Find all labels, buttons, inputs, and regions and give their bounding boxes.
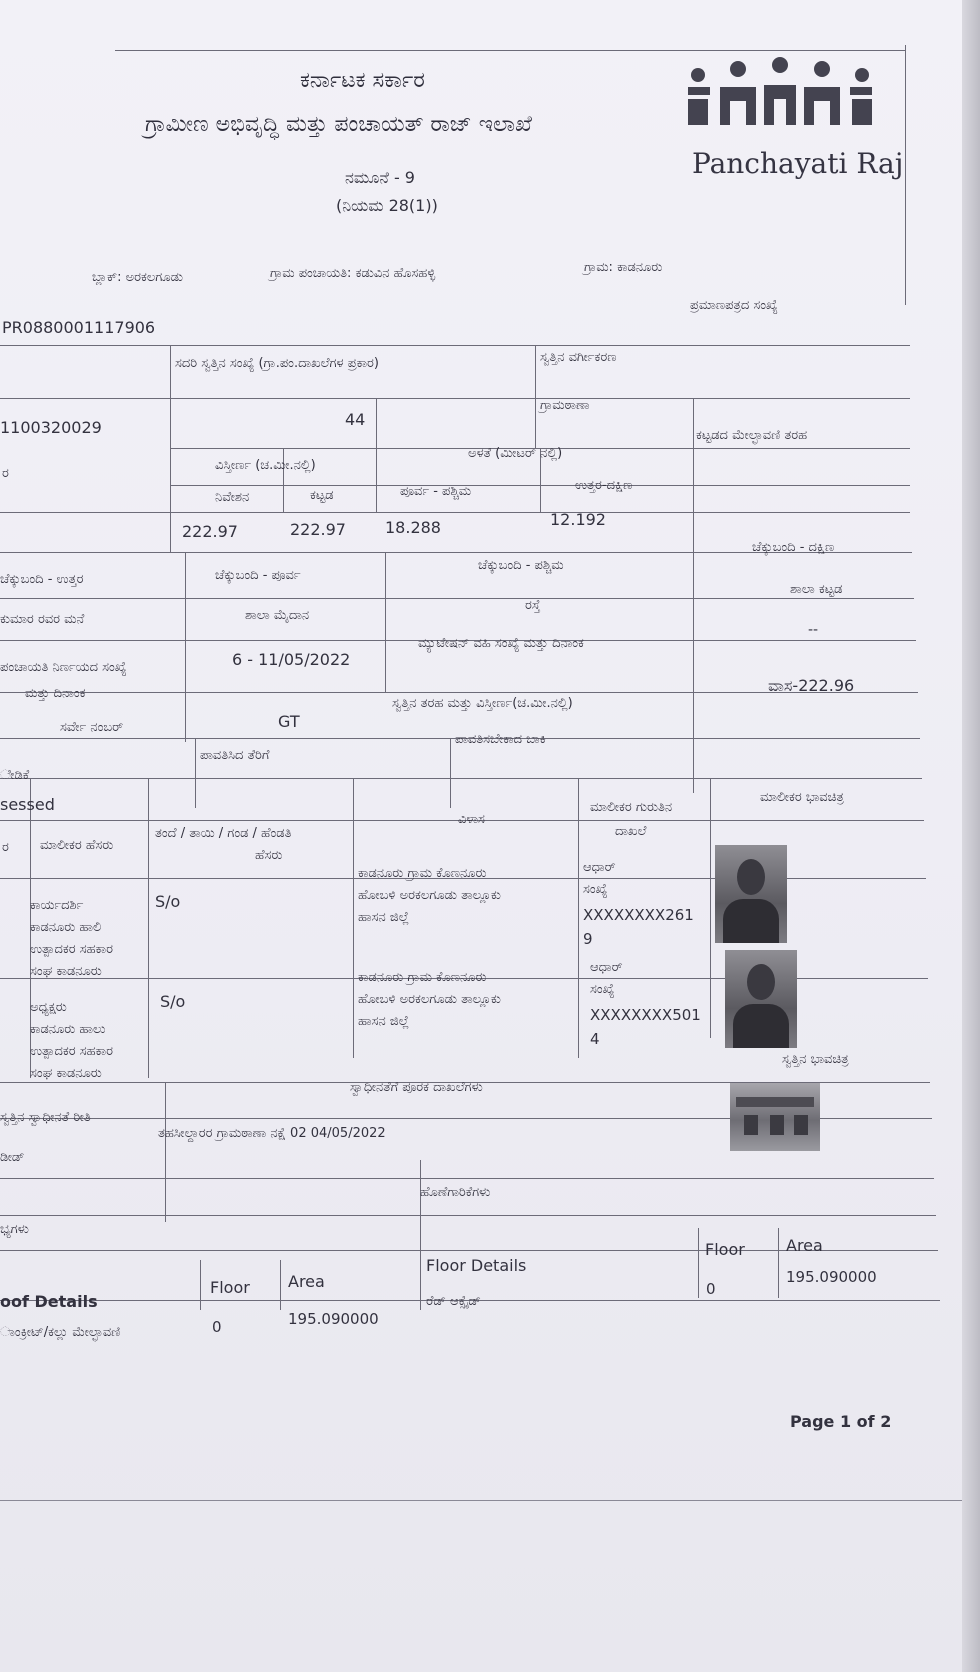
deed-label: ಡೀಡ್: [0, 1150, 25, 1165]
owner-2-photo: [725, 950, 797, 1048]
demand-label: ೇಡಿಕೆ: [0, 768, 30, 783]
owner-2-id-1: ಆಧಾರ್: [590, 960, 623, 975]
property-id: 1100320029: [0, 418, 102, 437]
owner-2-name-2: ಕಾಡನೂರು ಹಾಲು: [30, 1022, 106, 1037]
owner-col-id-1: ಮಾಲೀಕರ ಗುರುತಿನ: [590, 800, 673, 815]
resolution-value: 6 - 11/05/2022: [232, 650, 351, 669]
header-rule: [115, 50, 905, 51]
mutation-value: --: [808, 622, 819, 638]
form-number: ನಮೂನೆ - 9: [345, 168, 415, 187]
grid-line: [0, 1178, 934, 1179]
owner-1-id-2: ಸಂಖ್ಯೆ: [583, 882, 608, 897]
grid-vline: [200, 1260, 201, 1310]
mutation-label: ಮ್ಯುಟೇಷನ್ ವಹಿ ಸಂಖ್ಯೆ ಮತ್ತು ದಿನಾಂಕ: [418, 636, 584, 651]
grid-vline: [578, 778, 579, 1058]
type-area-value: ವಾಸ-222.96: [768, 676, 855, 695]
assessed-label: sessed: [0, 795, 55, 814]
grid-line: [0, 512, 910, 513]
block-label: ಬ್ಲಾಕ್: ಅರಕಲಗೂಡು: [92, 270, 184, 285]
ownership-mode-label: ಸ್ವತ್ತಿನ ಸ್ವಾಧೀನತೆ ರೀತಿ: [0, 1110, 91, 1125]
owner-2-address-1: ಕಾಡನೂರು ಗ್ರಾಮ ಕೊಣನೂರು: [358, 970, 487, 985]
measure-label: ಅಳತೆ (ಮೀಟರ್ ನಲ್ಲಿ): [468, 446, 563, 461]
roof-type: ಾಂಕ್ರೀಟ್/ಕಲ್ಲು ಮೇಲ್ಛಾವಣಿ: [0, 1325, 121, 1340]
logo-text: Panchayati Raj: [692, 147, 904, 180]
grid-vline: [450, 738, 451, 808]
owner-col-name: ಮಾಲೀಕರ ಹೆಸರು: [40, 838, 114, 853]
east-boundary-value: ಶಾಲಾ ಮೈದಾನ: [245, 608, 310, 623]
grid-vline: [385, 552, 386, 692]
gov-title: ಕರ್ನಾಟಕ ಸರ್ಕಾರ: [300, 68, 425, 93]
right-rule: [905, 45, 906, 305]
grid-line: [0, 778, 922, 779]
supporting-docs-value: ತಹಸೀಲ್ದಾರರ ಗ್ರಾಮಠಾಣಾ ನಕ್ಷೆ 02 04/05/2022: [158, 1126, 386, 1141]
grid-vline: [185, 552, 186, 742]
grid-vline: [170, 345, 171, 552]
owner-1-address-2: ಹೋಬಳಿ ಅರಕಲಗೂಡು ತಾಲ್ಲೂಕು: [358, 888, 501, 903]
survey-value: GT: [278, 712, 300, 731]
east-boundary-label: ಚೆಕ್ಕುಬಂದಿ - ಪೂರ್ವ: [215, 568, 301, 583]
certificate-number: PR0880001117906: [2, 318, 156, 337]
resolution-label-2: ಮತ್ತು ದಿನಾಂಕ: [25, 686, 86, 701]
grid-vline: [195, 738, 196, 808]
east-west-value: 18.288: [385, 518, 441, 537]
north-south-value: 12.192: [550, 510, 606, 529]
classification-label: ಸ್ವತ್ತಿನ ವರ್ಗೀಕರಣ: [540, 350, 617, 365]
site-area-value: 222.97: [182, 522, 238, 541]
owner-col-relation-2: ಹೆಸರು: [255, 848, 283, 863]
page-number: Page 1 of 2: [790, 1412, 892, 1431]
owner-1-photo: [715, 845, 787, 943]
owner-2-name-3: ಉತ್ಪಾದಕರ ಸಹಕಾರ: [30, 1044, 114, 1059]
grid-vline: [420, 1160, 421, 1310]
building-type-label: ಕಟ್ಟಡದ ಮೇಲ್ಛಾವಣಿ ತರಹ: [696, 428, 808, 443]
owner-col-address: ವಿಳಾಸ: [458, 812, 485, 827]
west-boundary-value: ರಸ್ತೆ: [525, 598, 541, 613]
owner-1-name-2: ಕಾಡನೂರು ಹಾಲಿ: [30, 920, 102, 935]
property-number: 44: [345, 410, 366, 429]
owner-1-address-3: ಹಾಸನ ಜಿಲ್ಲೆ: [358, 910, 410, 925]
grid-vline: [778, 1228, 779, 1298]
property-number-label: ಸದರಿ ಸ್ವತ್ತಿನ ಸಂಖ್ಯೆ (ಗ್ರಾ.ಪಂ.ದಾಖಲೆಗಳ ಪ್ರಕಾರ): [175, 356, 379, 371]
liabilities-label: ಹೊಣೆಗಾರಿಕೆಗಳು: [420, 1185, 491, 1200]
floor-details-floor-value: 0: [706, 1280, 716, 1298]
floor-details-area-col: Area: [786, 1236, 823, 1255]
owner-col-photo: ಮಾಲೀಕರ ಭಾವಚಿತ್ರ: [760, 790, 844, 805]
property-photo: [730, 1083, 820, 1151]
liabilities-left-label: ಭ್ಯಗಳು: [0, 1222, 29, 1237]
footer-rule: [0, 1500, 962, 1501]
owner-col-id-2: ದಾಖಲೆ: [615, 824, 647, 839]
owner-2-id-2: ಸಂಖ್ಯೆ: [590, 982, 615, 997]
owner-1-id-4: 9: [583, 930, 593, 948]
owner-2-address-2: ಹೋಬಳಿ ಅರಕಲಗೂಡು ತಾಲ್ಲೂಕು: [358, 992, 501, 1007]
owner-1-relation: S/o: [155, 892, 181, 911]
roof-details-label: oof Details: [0, 1292, 98, 1311]
grid-vline: [376, 398, 377, 512]
owner-2-id-3: XXXXXXXX501: [590, 1006, 701, 1024]
grid-vline: [693, 398, 694, 793]
supporting-docs-label: ಸ್ವಾಧೀನತೆಗೆ ಪೂರಕ ದಾಖಲೆಗಳು: [350, 1080, 483, 1095]
north-south-label: ಉತ್ತರ-ದಕ್ಷಿಣ: [575, 478, 633, 493]
type-area-label: ಸ್ವತ್ತಿನ ತರಹ ಮತ್ತು ವಿಸ್ತೀರ್ಣ(ಚ.ಮೀ.ನಲ್ಲಿ): [392, 696, 573, 711]
panchayati-raj-logo: [680, 55, 904, 195]
south-boundary-label: ಚೆಕ್ಕುಬಂದಿ - ದಕ್ಷಿಣ: [752, 540, 835, 555]
grid-vline: [698, 1228, 699, 1298]
east-west-label: ಪೂರ್ವ - ಪಶ್ಚಿಮ: [400, 484, 472, 499]
owner-col-relation-1: ತಂದೆ / ತಾಯಿ / ಗಂಡ / ಹೆಂಡತಿ: [155, 826, 292, 841]
resolution-label-1: ಪಂಚಾಯತಿ ನಿರ್ಣಯದ ಸಂಖ್ಯೆ: [0, 660, 127, 675]
village-label: ಗ್ರಾಮ: ಕಾಡನೂರು: [584, 260, 663, 275]
floor-details-floor-col: Floor: [705, 1240, 745, 1259]
owner-2-relation: S/o: [160, 992, 186, 1011]
gram-panchayat-label: ಗ್ರಾಮ ಪಂಚಾಯತಿ: ಕಡುವಿನ ಹೊಸಹಳ್ಳಿ: [270, 266, 436, 281]
owner-2-id-4: 4: [590, 1030, 600, 1048]
north-boundary-label: ಚೆಕ್ಕುಬಂದಿ - ಉತ್ತರ: [0, 572, 84, 587]
property-photo-label: ಸ್ವತ್ತಿನ ಭಾವಚಿತ್ರ: [782, 1052, 849, 1067]
row-label-r: ರ: [2, 466, 9, 481]
owner-1-name-4: ಸಂಘ ಕಾಡನೂರು: [30, 964, 102, 979]
roof-floor-col: Floor: [210, 1278, 250, 1297]
grid-line: [0, 1215, 936, 1216]
grid-vline: [280, 1260, 281, 1310]
tax-due-label: ಪಾವತಿಸಬೇಕಾದ ಬಾಕಿ: [455, 732, 546, 747]
owner-1-id-3: XXXXXXXX261: [583, 906, 694, 924]
grid-vline: [710, 778, 711, 1038]
owner-col-sl: ರ: [2, 840, 9, 855]
south-boundary-value: ಶಾಲಾ ಕಟ್ಟಡ: [790, 582, 843, 597]
roof-area-value: 195.090000: [288, 1310, 379, 1328]
grid-vline: [148, 778, 149, 1078]
rule-number: (ನಿಯಮ 28(1)): [336, 196, 438, 215]
certificate-label: ಪ್ರಮಾಣಪತ್ರದ ಸಂಖ್ಯೆ: [690, 298, 778, 313]
classification-value: ಗ್ರಾಮಠಾಣಾ: [540, 398, 590, 413]
area-label: ವಿಸ್ತೀರ್ಣ (ಚ.ಮೀ.ನಲ್ಲಿ): [215, 458, 316, 473]
owner-1-address-1: ಕಾಡನೂರು ಗ್ರಾಮ ಕೊಣನೂರು: [358, 866, 487, 881]
grid-vline: [165, 1082, 166, 1222]
owner-1-name-3: ಉತ್ಪಾದಕರ ಸಹಕಾರ: [30, 942, 114, 957]
grid-line: [0, 398, 910, 399]
floor-details-area-value: 195.090000: [786, 1268, 877, 1286]
survey-label: ಸರ್ವೇ ನಂಬರ್: [60, 720, 124, 735]
owner-2-name-4: ಸಂಘ ಕಾಡನೂರು: [30, 1066, 102, 1081]
floor-details-type: ರೆಡ್ ಆಕ್ಸೈಡ್: [426, 1294, 481, 1309]
owner-2-name-1: ಅಧ್ಯಕ್ಷರು: [30, 1000, 67, 1015]
grid-vline: [353, 778, 354, 1058]
owner-2-address-3: ಹಾಸನ ಜಿಲ್ಲೆ: [358, 1014, 410, 1029]
owner-1-name-1: ಕಾರ್ಯದರ್ಶಿ: [30, 898, 84, 913]
owner-1-id-1: ಆಧಾರ್: [583, 860, 616, 875]
grid-vline: [535, 345, 536, 448]
site-label: ನಿವೇಶನ: [215, 490, 250, 505]
building-area-value: 222.97: [290, 520, 346, 539]
north-boundary-value: ಕುಮಾರ ರವರ ಮನೆ: [0, 612, 85, 627]
west-boundary-label: ಚೆಕ್ಕುಬಂದಿ - ಪಶ್ಚಿಮ: [478, 558, 564, 573]
roof-floor-value: 0: [212, 1318, 222, 1336]
paper-stack-edge: [962, 0, 980, 1672]
grid-line: [0, 598, 914, 599]
dept-title: ಗ್ರಾಮೀಣ ಅಭಿವೃದ್ಧಿ ಮತ್ತು ಪಂಚಾಯತ್ ರಾಜ್ ಇಲಾಖೆ: [145, 112, 532, 137]
tax-paid-label: ಪಾವತಿಸಿದ ತೆರಿಗೆ: [200, 748, 270, 763]
grid-line: [0, 345, 910, 346]
building-label: ಕಟ್ಟಡ: [310, 488, 334, 503]
floor-details-label: Floor Details: [426, 1256, 527, 1275]
roof-area-col: Area: [288, 1272, 325, 1291]
